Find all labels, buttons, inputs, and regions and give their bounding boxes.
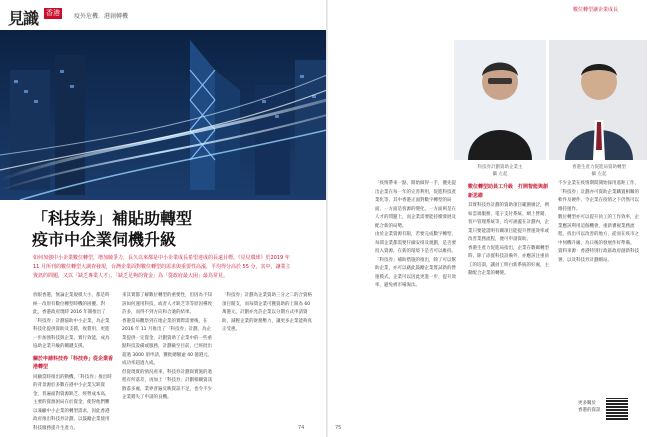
paragraph: 「疫情帶來一點，開始做得一手，優先提出企業在每一年的完善利用，促進科技產業化等，其中香港正面對數字轉型的局面，一方面是客源的變化，一方面則是在人才的問題上，而企業需要能持續發展及配合新的局勢。 xyxy=(375,181,456,229)
paragraph: 香港當局觀察到在地企業的實際需要後，在 2016 年 11 月推出了「科技券」計劃，為企業提供一定資金，計劃資助了企業中的一些重點科技設備或服務，計劃截至目前，已經批出超過 3000 項申請，獲批總額逾 40 億港元，成功率超過九成。 xyxy=(122,318,213,366)
page-number-left: 74 xyxy=(298,425,305,431)
article-headline xyxy=(32,208,192,250)
qr-caption: 更多關於 香港的資訊 xyxy=(578,401,601,413)
person-icon xyxy=(549,40,647,160)
section-label: 疫外危機．港創轉機 xyxy=(74,13,129,20)
paragraph: 「科技券」計劃為企業資助三分之二的合資格項目開支，而每間企業可獲資助的上限為 60 萬港元，計劃亦允許企業以分期方式申請資助，減輕企業的財務壓力，讓更多企業能夠真正受惠。 xyxy=(222,293,312,332)
paragraph: 「科技券」補助措施的推出，除了可以幫助企業，亦可以藉此鼓勵企業嘗試新的營運模式，企業可以因此更進一步、提升效率，避免被市場淘汰。 xyxy=(375,257,456,288)
paragraph: 來其實都了解數位轉型的重要性，但因為不知該如何運用科技，或者人才缺乏等等原因導致許多，而得不到方向和合適的結果。 xyxy=(122,293,212,315)
subheading: 關於申請科技券「科技券」從企業香港轉型 xyxy=(33,355,114,370)
photo-caption-2: 香港生產力促進局資助轉型 攝 左起 xyxy=(572,165,626,177)
headline-line-2: 疫市中企業伺機升級 xyxy=(32,230,177,249)
article-lead: 如何加強中小企業數位轉型，增加競爭力，長久以來都是中小企業成長希望達成的長遠目標。《見見環球》於2019 年 11 月所刊的數位轉型大調查發現，台灣企業面對數位轉型的需求與重要性高漲，平均得分高於 55 分，其中，讓業主資訊的問題，又以「缺乏專業人才」、「缺乏足夠的資金」為「從政府最大困」最為常見。 xyxy=(33,255,291,279)
paragraph: 數位轉型亦可以提升員工的工作效率，企業應該利用這個機會，重新審視業務流程，找出可以改善的地方，從而在疫市之中伺機升級，為日後的發展作好準備。 xyxy=(558,215,639,246)
city-night-illustration xyxy=(0,30,327,200)
headline-line-1: 「科技券」補貼助轉型 xyxy=(32,209,193,228)
paragraph: 回顧當時推出的動機，「科技券」推出時的背景源於多數在港中小企業欠缺資金，普遍面對資源缺乏、經營成本高，主要的資源困局在於資金，使得他們難以兼顧中小企業的轉型需求，因此香港政府推出科技券計劃，以鼓勵企業使用科技服務提升生產力。 xyxy=(33,374,112,431)
brand-logo: 見識 xyxy=(8,9,39,28)
portrait-photo-2 xyxy=(549,40,647,160)
paragraph: 但從現實的情況看來，科技券計劃與實施的過程有所落差，再加上「科技券」計劃相關資訊散落多處，業界普遍反映資訊不足，也令不少企業錯失了申請的良機。 xyxy=(122,369,212,400)
paragraph: 資料來源：香港特別行政區政府創新科技署，以及科技券計劃網站。 xyxy=(558,249,639,263)
left-column-3 xyxy=(222,292,314,335)
page-number-right: 75 xyxy=(335,425,342,431)
brand-badge: 香港 xyxy=(46,9,60,17)
paragraph: 由於企業資源有限，若要完成數字轉型，每間企業都需要仔細安排及規劃，是否要投入資源，在新的環境下是否可以維持。 xyxy=(375,232,456,254)
right-column-2 xyxy=(468,180,550,279)
page-gutter xyxy=(326,0,328,437)
paragraph: 放眼香港，無論企業規模大小，都是時候一改原有數位轉型時機的困擾。對此，香港政府現時 2016 年開推出了「科技券」計劃協助中小企業，為企業科技化提供資助及支援，收費用、更進一步加強科技與企業、實行效能，成為協助企業升級的關鍵支援。 xyxy=(33,293,110,349)
right-column-1 xyxy=(375,180,457,291)
left-column-1 xyxy=(33,292,113,433)
paragraph: 其實科技券計劃的資助項目範圍廣泛，例如雲端服務、電子支付系統、網上營銷、客戶管理系統等，均可涵蓋在計劃內，企業只要能證明有關項目能提升營運效率或改善業務流程，便可申請資助。 xyxy=(468,203,549,242)
subheading: 數位轉型助員工升級 打開智能與創新思維 xyxy=(468,184,549,199)
photo-caption-1: 科技券計劃資助企業主 攝 左起 xyxy=(477,165,523,177)
hero-image xyxy=(0,30,327,200)
left-column-2 xyxy=(122,292,214,403)
portrait-photo-1 xyxy=(454,40,546,160)
right-column-3 xyxy=(558,180,643,265)
section-tag: 數位轉型讓企業成長 xyxy=(573,7,619,13)
brand-header xyxy=(8,6,128,32)
person-icon xyxy=(454,40,546,160)
paragraph: 香港生產力促進局指出，企業在數碼轉型時，除了添置科技設備外，亦應該注重員工的培訓，讓員工明白新系統的好處，主動配合企業的轉變。 xyxy=(468,245,549,276)
qr-code-icon[interactable] xyxy=(606,398,628,420)
paragraph: 不少企業在疫情期間開始採用遙距工作，「科技券」計劃亦可資助企業購置相關的軟件及硬件，令企業在疫情之下仍然可以維持運作。 xyxy=(558,181,639,212)
